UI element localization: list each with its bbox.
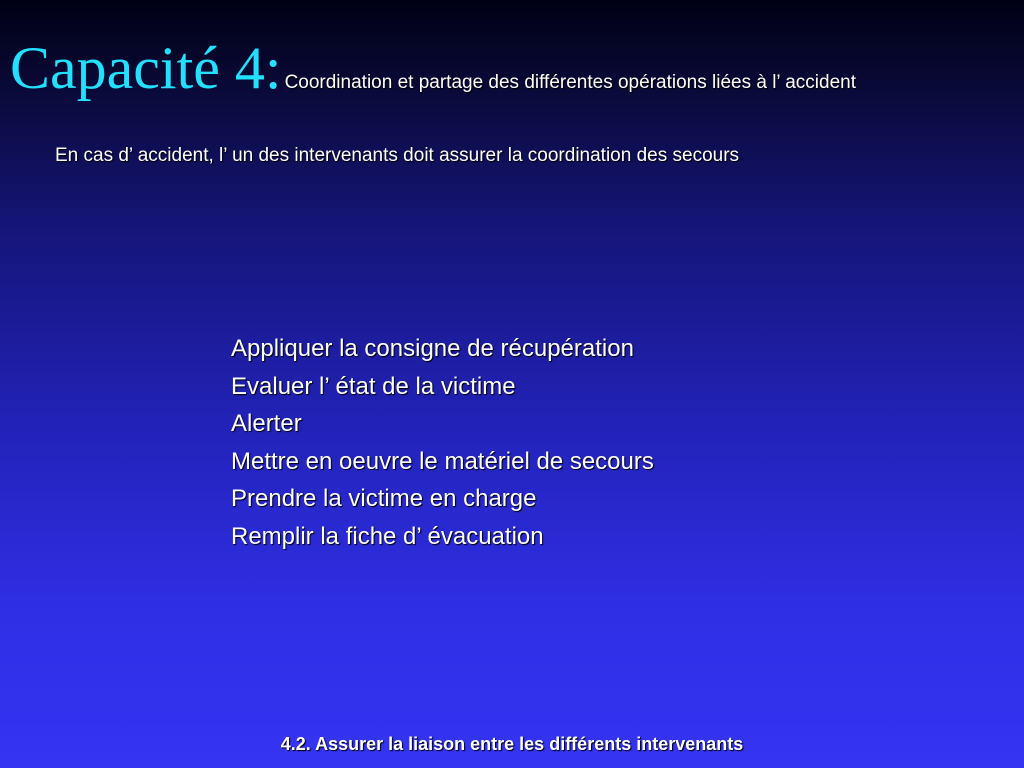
step-item: Alerter	[231, 410, 302, 437]
step-item: Prendre la victime en charge	[231, 485, 537, 512]
step-item: Remplir la fiche d’ évacuation	[231, 522, 544, 550]
slide-subtitle: Coordination et partage des différentes opérations liées à l’ accident	[284, 72, 856, 93]
intro-text: En cas d’ accident, l’ un des intervenants doit assurer la coordination des secours	[55, 145, 740, 166]
step-item: Appliquer la consigne de récupération	[231, 335, 634, 362]
steps-list	[231, 330, 654, 555]
slide-footer: 4.2. Assurer la liaison entre les différents intervenants	[280, 734, 744, 754]
step-item: Mettre en oeuvre le matériel de secours	[231, 447, 654, 475]
slide-title: Capacité 4:	[10, 35, 282, 101]
step-item: Evaluer l’ état de la victime	[231, 372, 516, 400]
title-line	[10, 35, 856, 101]
